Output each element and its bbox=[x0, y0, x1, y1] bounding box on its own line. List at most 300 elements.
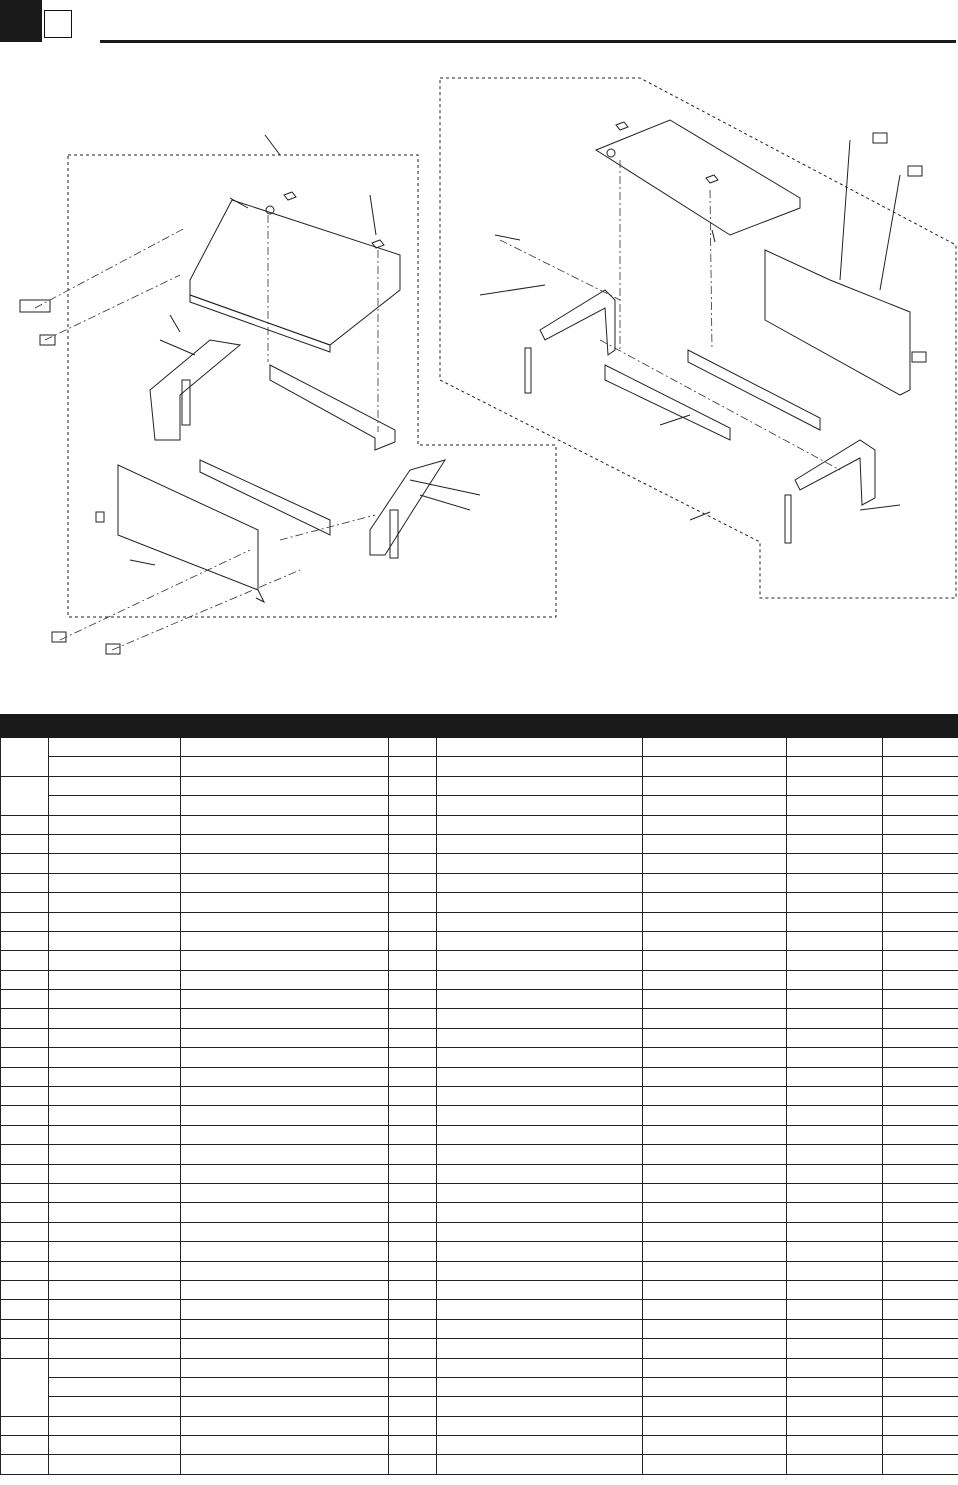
table-cell bbox=[437, 834, 643, 853]
table-cell bbox=[389, 815, 437, 834]
table-cell bbox=[437, 1106, 643, 1125]
item-number-cell bbox=[1, 951, 49, 970]
table-cell bbox=[389, 970, 437, 989]
table-cell bbox=[643, 1242, 787, 1261]
table-cell bbox=[643, 1436, 787, 1455]
table-cell bbox=[437, 1397, 643, 1416]
table-cell bbox=[883, 1416, 958, 1435]
table-row bbox=[1, 1145, 958, 1164]
table-cell bbox=[883, 1145, 958, 1164]
table-cell bbox=[49, 1280, 181, 1299]
item-number-cell bbox=[1, 1125, 49, 1144]
table-cell bbox=[883, 1397, 958, 1416]
table-cell bbox=[181, 990, 389, 1009]
table-cell bbox=[49, 990, 181, 1009]
table-cell bbox=[389, 834, 437, 853]
table-cell bbox=[389, 873, 437, 892]
table-cell bbox=[883, 1067, 958, 1086]
item-number-cell bbox=[1, 1261, 49, 1280]
item-number-cell bbox=[1, 1028, 49, 1047]
table-cell bbox=[49, 1397, 181, 1416]
item-number-cell bbox=[1, 1436, 49, 1455]
table-cell bbox=[643, 1261, 787, 1280]
item-number-cell bbox=[1, 1416, 49, 1435]
table-cell bbox=[883, 970, 958, 989]
table-cell bbox=[883, 757, 958, 776]
table-cell bbox=[787, 970, 883, 989]
table-cell bbox=[389, 893, 437, 912]
table-row bbox=[1, 1183, 958, 1202]
table-cell bbox=[181, 1436, 389, 1455]
table-cell bbox=[49, 1106, 181, 1125]
table-cell bbox=[643, 1455, 787, 1474]
table-row bbox=[1, 912, 958, 931]
table-cell bbox=[437, 757, 643, 776]
table-cell bbox=[389, 1087, 437, 1106]
table-cell bbox=[437, 854, 643, 873]
table-cell bbox=[389, 1106, 437, 1125]
table-cell bbox=[389, 1300, 437, 1319]
section-checkbox bbox=[44, 10, 72, 38]
table-cell bbox=[883, 1242, 958, 1261]
right-back-panel bbox=[765, 250, 910, 395]
header-cell bbox=[389, 715, 437, 738]
table-row bbox=[1, 1203, 958, 1222]
table-row bbox=[1, 893, 958, 912]
table-cell bbox=[883, 893, 958, 912]
table-cell bbox=[883, 1203, 958, 1222]
table-cell bbox=[49, 1416, 181, 1435]
table-cell bbox=[49, 1455, 181, 1474]
table-cell bbox=[883, 1436, 958, 1455]
table-row bbox=[1, 1300, 958, 1319]
table-cell bbox=[643, 796, 787, 815]
table-cell bbox=[49, 951, 181, 970]
table-cell bbox=[437, 776, 643, 795]
table-cell bbox=[643, 815, 787, 834]
table-cell bbox=[437, 1087, 643, 1106]
table-cell bbox=[437, 1416, 643, 1435]
table-cell bbox=[49, 931, 181, 950]
table-cell bbox=[437, 1319, 643, 1338]
table-cell bbox=[389, 757, 437, 776]
table-cell bbox=[643, 931, 787, 950]
table-cell bbox=[49, 1145, 181, 1164]
left-assembly-boundary bbox=[68, 155, 556, 617]
header-cell bbox=[49, 715, 181, 738]
table-cell bbox=[883, 1377, 958, 1396]
table-row bbox=[1, 796, 958, 815]
table-row bbox=[1, 1416, 958, 1435]
table-cell bbox=[437, 1164, 643, 1183]
table-row bbox=[1, 1242, 958, 1261]
table-row bbox=[1, 1436, 958, 1455]
table-cell bbox=[49, 1164, 181, 1183]
table-cell bbox=[643, 1222, 787, 1241]
table-row bbox=[1, 1339, 958, 1358]
table-cell bbox=[787, 873, 883, 892]
table-cell bbox=[883, 1300, 958, 1319]
exploded-parts-diagram bbox=[0, 50, 958, 680]
table-cell bbox=[389, 1222, 437, 1241]
table-cell bbox=[389, 1397, 437, 1416]
table-cell bbox=[437, 1300, 643, 1319]
table-cell bbox=[49, 1048, 181, 1067]
right-assembly-boundary bbox=[440, 78, 956, 598]
right-side-bracket bbox=[370, 460, 445, 555]
table-cell bbox=[787, 1183, 883, 1202]
table-row bbox=[1, 854, 958, 873]
table-cell bbox=[181, 776, 389, 795]
table-cell bbox=[643, 1183, 787, 1202]
table-cell bbox=[437, 796, 643, 815]
table-cell bbox=[643, 1087, 787, 1106]
table-cell bbox=[643, 970, 787, 989]
table-cell bbox=[181, 1242, 389, 1261]
table-cell bbox=[49, 796, 181, 815]
item-number-cell bbox=[1, 873, 49, 892]
table-cell bbox=[181, 796, 389, 815]
item-number-cell bbox=[1, 1145, 49, 1164]
table-cell bbox=[787, 1203, 883, 1222]
table-cell bbox=[787, 1106, 883, 1125]
table-cell bbox=[49, 893, 181, 912]
table-cell bbox=[181, 1280, 389, 1299]
table-cell bbox=[181, 1183, 389, 1202]
table-cell bbox=[643, 990, 787, 1009]
table-cell bbox=[787, 1339, 883, 1358]
table-cell bbox=[181, 1048, 389, 1067]
table-cell bbox=[437, 815, 643, 834]
table-cell bbox=[389, 1455, 437, 1474]
table-cell bbox=[643, 1125, 787, 1144]
item-number-cell bbox=[1, 1183, 49, 1202]
table-cell bbox=[389, 912, 437, 931]
table-cell bbox=[437, 1377, 643, 1396]
table-row bbox=[1, 1048, 958, 1067]
table-cell bbox=[787, 1416, 883, 1435]
header-cell bbox=[1, 715, 49, 738]
item-number-cell bbox=[1, 1339, 49, 1358]
table-cell bbox=[883, 834, 958, 853]
table-cell bbox=[181, 1067, 389, 1086]
table-cell bbox=[181, 893, 389, 912]
table-cell bbox=[389, 1242, 437, 1261]
table-row bbox=[1, 931, 958, 950]
table-cell bbox=[787, 931, 883, 950]
table-cell bbox=[389, 1145, 437, 1164]
table-cell bbox=[389, 1436, 437, 1455]
table-cell bbox=[389, 796, 437, 815]
right-upper-bracket bbox=[540, 290, 615, 355]
table-cell bbox=[787, 1087, 883, 1106]
table-cell bbox=[181, 1087, 389, 1106]
table-cell bbox=[389, 1377, 437, 1396]
table-cell bbox=[643, 1416, 787, 1435]
header-rule bbox=[100, 40, 956, 43]
item-number-cell bbox=[1, 776, 49, 815]
table-cell bbox=[389, 1280, 437, 1299]
header-cell bbox=[437, 715, 643, 738]
item-number-cell bbox=[1, 738, 49, 777]
table-cell bbox=[437, 1028, 643, 1047]
table-cell bbox=[787, 912, 883, 931]
table-cell bbox=[787, 757, 883, 776]
table-cell bbox=[49, 854, 181, 873]
table-cell bbox=[787, 1436, 883, 1455]
table-cell bbox=[389, 1319, 437, 1338]
table-cell bbox=[49, 1009, 181, 1028]
table-cell bbox=[883, 1164, 958, 1183]
table-row bbox=[1, 990, 958, 1009]
table-cell bbox=[787, 1145, 883, 1164]
item-number-cell bbox=[1, 1242, 49, 1261]
table-cell bbox=[49, 1087, 181, 1106]
table-cell bbox=[389, 1183, 437, 1202]
item-number-cell bbox=[1, 1009, 49, 1028]
table-cell bbox=[787, 1280, 883, 1299]
table-cell bbox=[181, 1164, 389, 1183]
table-cell bbox=[49, 1319, 181, 1338]
table-row bbox=[1, 1280, 958, 1299]
table-cell bbox=[883, 738, 958, 757]
table-cell bbox=[883, 1106, 958, 1125]
table-cell bbox=[49, 873, 181, 892]
table-row bbox=[1, 951, 958, 970]
table-row bbox=[1, 970, 958, 989]
right-mid-beam bbox=[688, 350, 820, 430]
table-cell bbox=[437, 1145, 643, 1164]
table-cell bbox=[437, 1242, 643, 1261]
table-cell bbox=[883, 815, 958, 834]
table-cell bbox=[643, 1300, 787, 1319]
table-cell bbox=[49, 1358, 181, 1377]
table-cell bbox=[437, 1280, 643, 1299]
item-number-cell bbox=[1, 1203, 49, 1222]
table-cell bbox=[181, 1339, 389, 1358]
table-cell bbox=[181, 951, 389, 970]
table-cell bbox=[437, 1203, 643, 1222]
table-row bbox=[1, 738, 958, 757]
table-cell bbox=[883, 1028, 958, 1047]
table-cell bbox=[181, 1028, 389, 1047]
table-cell bbox=[181, 1319, 389, 1338]
table-cell bbox=[643, 1145, 787, 1164]
table-cell bbox=[643, 738, 787, 757]
table-cell bbox=[49, 815, 181, 834]
table-cell bbox=[389, 990, 437, 1009]
table-cell bbox=[389, 1067, 437, 1086]
item-number-cell bbox=[1, 931, 49, 950]
table-cell bbox=[643, 1280, 787, 1299]
table-cell bbox=[49, 1300, 181, 1319]
item-number-cell bbox=[1, 990, 49, 1009]
header-cell bbox=[181, 715, 389, 738]
table-cell bbox=[787, 951, 883, 970]
table-cell bbox=[181, 873, 389, 892]
table-cell bbox=[883, 776, 958, 795]
table-cell bbox=[437, 1261, 643, 1280]
table-cell bbox=[49, 1377, 181, 1396]
table-cell bbox=[49, 776, 181, 795]
table-row bbox=[1, 1164, 958, 1183]
table-cell bbox=[181, 1455, 389, 1474]
table-cell bbox=[49, 757, 181, 776]
table-cell bbox=[437, 931, 643, 950]
parts-table-body bbox=[1, 738, 958, 1475]
table-cell bbox=[643, 1397, 787, 1416]
table-cell bbox=[437, 1125, 643, 1144]
table-cell bbox=[787, 1242, 883, 1261]
table-cell bbox=[643, 854, 787, 873]
item-number-cell bbox=[1, 815, 49, 834]
table-row bbox=[1, 834, 958, 853]
item-number-cell bbox=[1, 893, 49, 912]
right-lower-bracket bbox=[795, 440, 875, 505]
table-cell bbox=[787, 738, 883, 757]
table-cell bbox=[437, 1358, 643, 1377]
table-cell bbox=[181, 970, 389, 989]
table-cell bbox=[643, 1319, 787, 1338]
table-cell bbox=[883, 1358, 958, 1377]
table-cell bbox=[787, 796, 883, 815]
table-cell bbox=[181, 815, 389, 834]
table-row bbox=[1, 1397, 958, 1416]
table-row bbox=[1, 1377, 958, 1396]
table-cell bbox=[389, 1261, 437, 1280]
table-cell bbox=[787, 1397, 883, 1416]
item-number-cell bbox=[1, 1358, 49, 1416]
table-cell bbox=[389, 1358, 437, 1377]
table-row bbox=[1, 1358, 958, 1377]
table-cell bbox=[787, 776, 883, 795]
table-cell bbox=[883, 931, 958, 950]
table-cell bbox=[49, 970, 181, 989]
table-cell bbox=[787, 1164, 883, 1183]
table-row bbox=[1, 1222, 958, 1241]
table-cell bbox=[787, 1319, 883, 1338]
table-cell bbox=[883, 796, 958, 815]
table-row bbox=[1, 1125, 958, 1144]
table-cell bbox=[787, 815, 883, 834]
table-cell bbox=[181, 1222, 389, 1241]
table-cell bbox=[437, 1222, 643, 1241]
table-cell bbox=[643, 1358, 787, 1377]
table-cell bbox=[787, 834, 883, 853]
left-front-panel bbox=[118, 465, 258, 590]
table-row bbox=[1, 1319, 958, 1338]
table-cell bbox=[643, 873, 787, 892]
table-cell bbox=[389, 1164, 437, 1183]
table-cell bbox=[181, 1125, 389, 1144]
table-cell bbox=[883, 912, 958, 931]
table-row bbox=[1, 1028, 958, 1047]
table-row bbox=[1, 1455, 958, 1474]
table-cell bbox=[643, 776, 787, 795]
table-cell bbox=[437, 1048, 643, 1067]
table-row bbox=[1, 776, 958, 795]
table-cell bbox=[437, 970, 643, 989]
table-cell bbox=[643, 1164, 787, 1183]
table-cell bbox=[643, 1106, 787, 1125]
table-cell bbox=[437, 1183, 643, 1202]
table-cell bbox=[787, 1067, 883, 1086]
table-cell bbox=[389, 1009, 437, 1028]
table-cell bbox=[883, 1280, 958, 1299]
table-cell bbox=[883, 1261, 958, 1280]
table-cell bbox=[49, 1242, 181, 1261]
table-cell bbox=[643, 1048, 787, 1067]
table-cell bbox=[389, 1028, 437, 1047]
table-row bbox=[1, 1261, 958, 1280]
table-cell bbox=[181, 912, 389, 931]
table-cell bbox=[389, 1416, 437, 1435]
table-cell bbox=[437, 990, 643, 1009]
left-cross-beam bbox=[270, 365, 395, 450]
table-cell bbox=[787, 1028, 883, 1047]
table-cell bbox=[787, 1125, 883, 1144]
table-cell bbox=[787, 1455, 883, 1474]
table-cell bbox=[643, 1028, 787, 1047]
table-cell bbox=[787, 1300, 883, 1319]
table-header-row bbox=[1, 715, 958, 738]
table-cell bbox=[49, 1067, 181, 1086]
table-cell bbox=[49, 1339, 181, 1358]
table-cell bbox=[389, 1048, 437, 1067]
table-cell bbox=[437, 1067, 643, 1086]
item-number-cell bbox=[1, 1164, 49, 1183]
table-cell bbox=[437, 1009, 643, 1028]
table-cell bbox=[883, 873, 958, 892]
header-cell bbox=[643, 715, 787, 738]
table-cell bbox=[181, 1397, 389, 1416]
table-cell bbox=[643, 893, 787, 912]
table-cell bbox=[181, 1300, 389, 1319]
item-number-cell bbox=[1, 1319, 49, 1338]
table-cell bbox=[389, 931, 437, 950]
table-cell bbox=[883, 1222, 958, 1241]
table-cell bbox=[49, 1203, 181, 1222]
table-cell bbox=[49, 1436, 181, 1455]
table-cell bbox=[437, 1339, 643, 1358]
table-cell bbox=[437, 912, 643, 931]
item-number-cell bbox=[1, 1455, 49, 1474]
table-row bbox=[1, 815, 958, 834]
header-cell bbox=[883, 715, 958, 738]
table-cell bbox=[643, 912, 787, 931]
table-cell bbox=[389, 738, 437, 757]
table-cell bbox=[787, 1377, 883, 1396]
table-cell bbox=[883, 854, 958, 873]
table-cell bbox=[437, 893, 643, 912]
table-cell bbox=[643, 1377, 787, 1396]
table-cell bbox=[49, 1028, 181, 1047]
left-top-panel bbox=[190, 200, 400, 345]
table-cell bbox=[787, 1261, 883, 1280]
table-cell bbox=[181, 757, 389, 776]
header-cell bbox=[787, 715, 883, 738]
item-number-cell bbox=[1, 834, 49, 853]
table-cell bbox=[437, 738, 643, 757]
table-cell bbox=[181, 834, 389, 853]
table-cell bbox=[389, 951, 437, 970]
table-cell bbox=[181, 1416, 389, 1435]
table-cell bbox=[437, 951, 643, 970]
table-cell bbox=[787, 990, 883, 1009]
table-cell bbox=[643, 1067, 787, 1086]
table-cell bbox=[49, 738, 181, 757]
table-cell bbox=[787, 893, 883, 912]
